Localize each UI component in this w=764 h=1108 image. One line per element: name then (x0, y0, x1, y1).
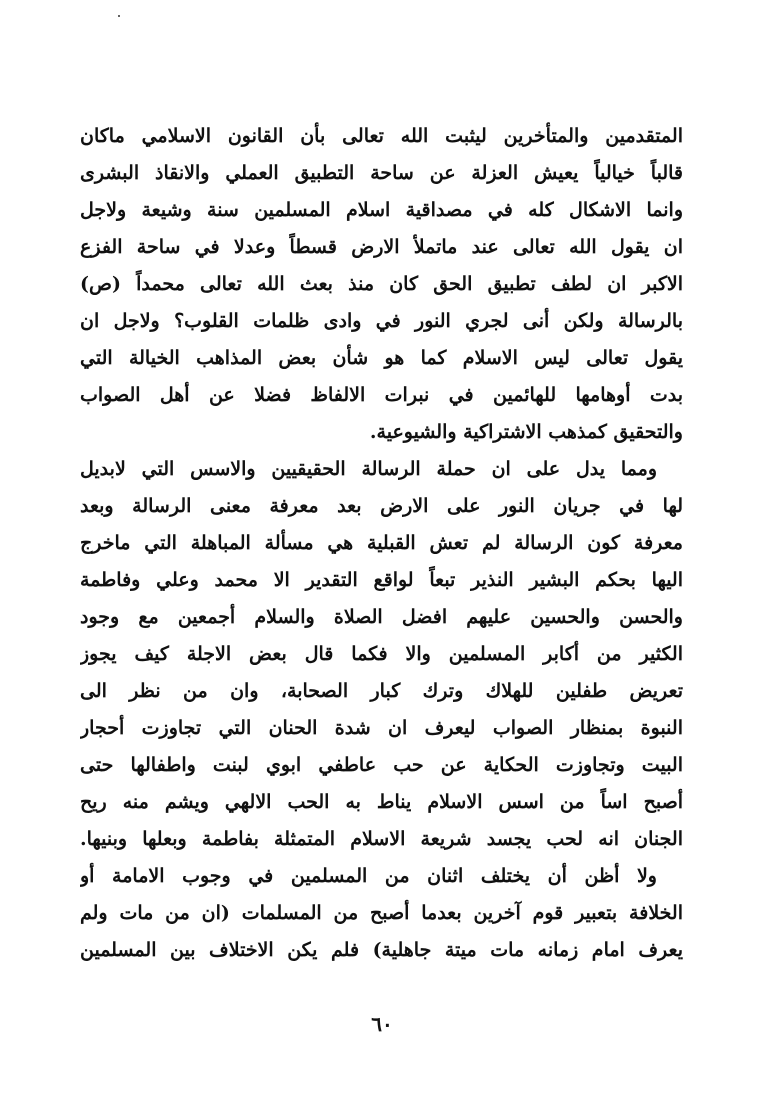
paragraph-start-line: ومما يدل على ان حملة الرسالة الحقيقيين والاسس التي لابديل (80, 458, 657, 480)
text-line: البيت وتجاوزت الحكاية عن حب عاطفي ابوي لبنت واطفالها حتى (80, 754, 683, 776)
text-line: والتحقيق كمذهب الاشتراكية والشيوعية. (369, 421, 683, 443)
text-line: المتقدمين والمتأخرين ليثبت الله تعالى بأن القانون الاسلامي ماكان (80, 125, 683, 147)
text-line: بدت أوهامها للهائمين في نبرات الالفاظ فضلا عن أهل الصواب (80, 384, 683, 406)
text-line: بالرسالة ولكن أنى لجري النور في وادى ظلمات القلوب؟ ولاجل ان (80, 310, 683, 332)
text-line: والحسن والحسين عليهم افضل الصلاة والسلام أجمعين مع وجود (80, 606, 683, 628)
text-line: معرفة كون الرسالة لم تعش القبلية هي مسألة المباهلة التي ماخرج (80, 532, 683, 554)
text-line: لها في جريان النور على الارض بعد معرفة معنى الرسالة وبعد (80, 495, 683, 517)
text-line: أصبح اساً من اسس الاسلام يناط به الحب الالهي ويشم منه ريح (80, 791, 683, 813)
text-line: ان يقول الله تعالى عند ماتملأ الارض قسطاً وعدلا في ساحة الفزع (80, 236, 683, 258)
text-line: قالباً خيالياً يعيش العزلة عن ساحة التطبيق العملي والانقاذ البشرى (80, 162, 683, 184)
text-line: يعرف امام زمانه مات ميتة جاهلية) فلم يكن الاختلاف بين المسلمين (80, 939, 683, 961)
page-number: ٦٠ (371, 1012, 393, 1036)
text-line: اليها بحكم البشير النذير تبعاً لواقع التقدير الا محمد وعلي وفاطمة (80, 569, 683, 591)
text-line: النبوة بمنظار الصواب ليعرف ان شدة الحنان التي تجاوزت أحجار (80, 717, 683, 739)
text-line: وانما الاشكال كله في مصداقية اسلام المسلمين سنة وشيعة ولاجل (80, 199, 683, 221)
text-line: الخلافة بتعبير قوم آخرين بعدما أصبح من المسلمات (ان من مات ولم (80, 902, 683, 924)
text-line: الاكبر ان لطف تطبيق الحق كان منذ بعث الله تعالى محمداً (ص) (80, 273, 683, 295)
text-line: الكثير من أكابر المسلمين والا فكما قال بعض الاجلة كيف يجوز (80, 643, 683, 665)
text-line: تعريض طفلين للهلاك وترك كبار الصحابة، وان من نظر الى (80, 680, 683, 702)
scan-speck (118, 15, 120, 17)
body-text (80, 118, 683, 969)
text-line: يقول تعالى ليس الاسلام كما هو شأن بعض المذاهب الخيالة التي (80, 347, 683, 369)
paragraph-start-line: ولا أظن أن يختلف اثنان من المسلمين في وجوب الامامة أو (80, 865, 657, 887)
text-line: الجنان انه لحب يجسد شريعة الاسلام المتمثلة بفاطمة وبعلها وبنيها. (80, 828, 683, 850)
